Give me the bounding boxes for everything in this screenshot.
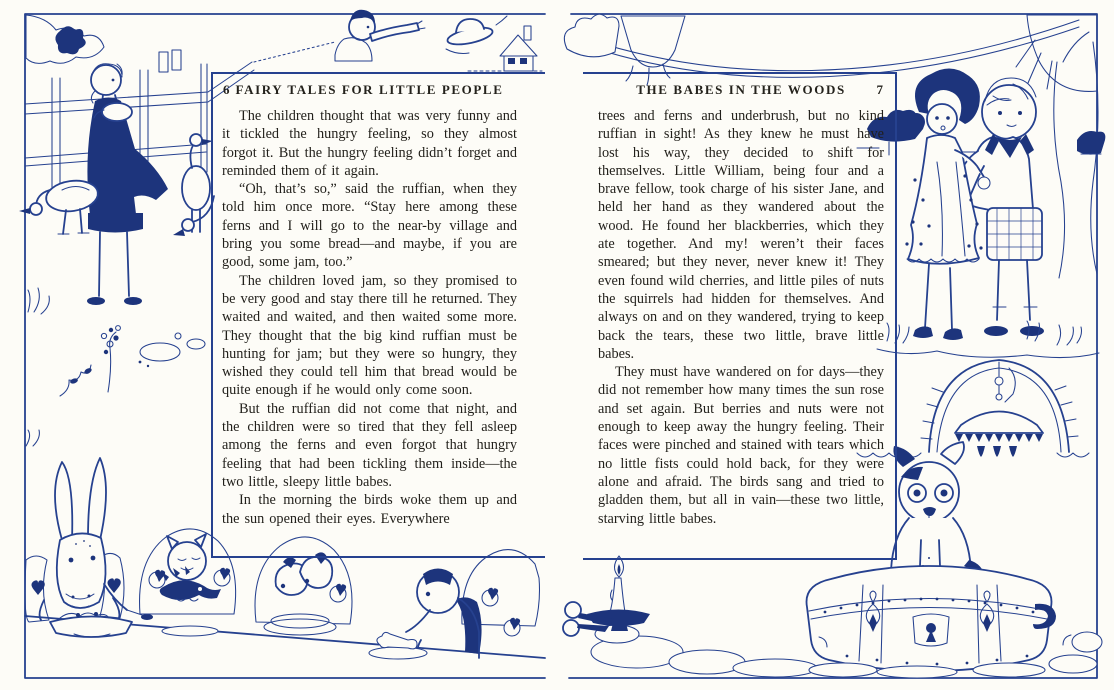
right-page-header bbox=[598, 82, 884, 98]
left-page-number: 6 bbox=[223, 82, 230, 97]
paragraph: They must have wandered on for days—they did not remember how many times the sun rose and set again. But berries and nuts were not enough to keep away the hungry feeling. Their faces were pinched and stained with tears which no little fists could hold back, for they were alone and afraid. The birds sang and tried to gladden them, but all in vain—these two little, starving little babes. bbox=[598, 364, 884, 527]
right-page-body bbox=[598, 107, 884, 528]
left-running-title: FAIRY TALES FOR LITTLE PEOPLE bbox=[235, 82, 504, 97]
right-page-text-box bbox=[583, 72, 897, 560]
paragraph: trees and ferns and underbrush, but no kind ruffian in sight! As they knew he must have lost his way, they decided to shift for themselves. Little William, being four and a brave fellow, took charge of his sister Jane, and held her hand as they wandered about the wood. He found her blackberries, which they ate together. And my! weren’t their faces smeared; but they never, never knew it! They even found wild cherries, and little piles of nuts the squirrels had hidden for themselves. And always on and on they wandered, trying to keep back the tears, these two little, brave little babes. bbox=[598, 108, 884, 362]
paragraph: The children loved jam, so they promised to be very good and stay there till he returned. They waited and waited, and then waited some more. They thought that the big kind ruffian must be hunting for jam; but they were so hungry, they wished they could tell him that bread would be quite enough if he would only come soon. bbox=[222, 272, 517, 399]
left-page-header bbox=[222, 82, 517, 98]
illustration-boy-hat-house bbox=[335, 10, 542, 71]
right-page-number: 7 bbox=[876, 82, 883, 97]
paragraph: The children thought that was very funny and it tickled the hungry feeling, so they almost forgot it. But the hungry feeling didn’t forget and reminded them of it again. bbox=[222, 108, 517, 179]
illustration-plants-stones bbox=[26, 288, 205, 446]
left-page-body bbox=[222, 107, 517, 528]
paragraph: In the morning the birds woke them up and the sun opened their eyes. Everywhere bbox=[222, 492, 517, 527]
left-page-text-box bbox=[211, 72, 545, 558]
paragraph: But the ruffian did not come that night, and the children were so tired that they fell asleep among the ferns and even forgot that hungry feeling that had been tickling them inside—the two little, sleepy little babes. bbox=[222, 400, 517, 490]
right-running-title: THE BABES IN THE WOODS bbox=[636, 82, 846, 97]
paragraph: “Oh, that’s so,” said the ruffian, when they told him once more. “Stay here among these ferns and I will go to the near-by village and bring you some bread—and maybe, if you are good, some jam, too.” bbox=[222, 181, 517, 271]
